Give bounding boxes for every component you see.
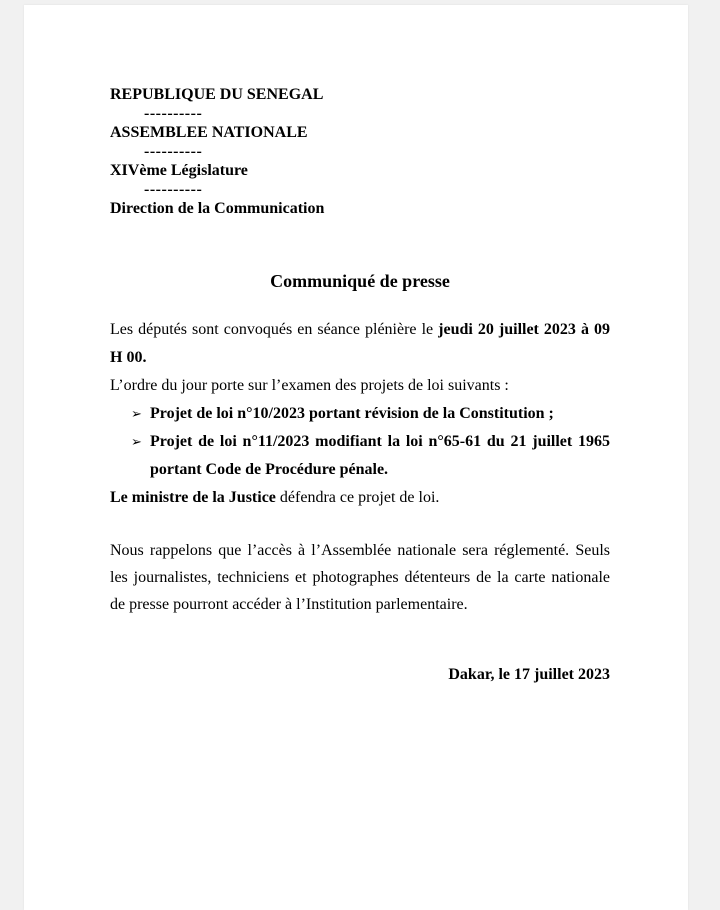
letterhead-legislature: XIVème Législature bbox=[110, 162, 248, 179]
arrow-bullet-icon: ➢ bbox=[131, 407, 142, 422]
letterhead-direction: Direction de la Communication bbox=[110, 200, 325, 217]
letterhead-separator: ---------- bbox=[144, 105, 203, 122]
agenda-line: L’ordre du jour porte sur l’examen des projets de loi suivants : bbox=[110, 377, 509, 394]
list-item-bill-11-2023 bbox=[110, 428, 610, 484]
letterhead-republic: REPUBLIQUE DU SENEGAL bbox=[110, 86, 324, 103]
bill-text: Projet de loi n°11/2023 modifiant la loi n°65-61 du 21 juillet 1965 portant Code de Procédure pénale. bbox=[150, 433, 610, 478]
bill-list bbox=[110, 400, 610, 484]
minister-text-normal: défendra ce projet de loi. bbox=[275, 489, 440, 506]
bill-text: Projet de loi n°10/2023 portant révision de la Constitution ; bbox=[150, 405, 554, 422]
intro-text-normal: Les députés sont convoqués en séance plénière le bbox=[110, 321, 439, 338]
dateline: Dakar, le 17 juillet 2023 bbox=[448, 666, 610, 683]
access-note-paragraph: Nous rappelons que l’accès à l’Assemblée nationale sera réglementé. Seuls les journalistes, techniciens et photographes détenteurs de la carte nationale de presse pourront accéder à l’Institution parlementaire. bbox=[110, 542, 610, 613]
letterhead-assembly: ASSEMBLEE NATIONALE bbox=[110, 124, 308, 141]
list-item-bill-10-2023 bbox=[110, 400, 610, 428]
intro-paragraph bbox=[110, 316, 610, 372]
intro-text-bold: jeudi 20 juillet 2023 à 09 H 00. bbox=[110, 321, 610, 366]
arrow-bullet-icon: ➢ bbox=[131, 435, 142, 450]
document-content bbox=[24, 5, 688, 686]
minister-line bbox=[110, 484, 610, 512]
minister-text-bold: Le ministre de la Justice bbox=[110, 489, 276, 506]
letterhead-separator: ---------- bbox=[144, 143, 203, 160]
letterhead bbox=[110, 85, 610, 218]
document-page bbox=[24, 5, 688, 910]
document-title: Communiqué de presse bbox=[270, 271, 450, 291]
letterhead-separator: ---------- bbox=[144, 181, 203, 198]
